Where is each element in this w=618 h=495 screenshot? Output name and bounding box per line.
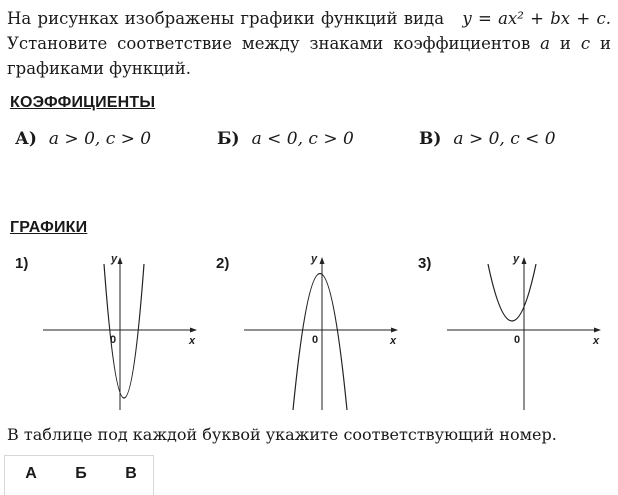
coefficient-c	[419, 127, 556, 151]
task-text-end: и графиками функций.	[7, 34, 612, 78]
coefficient-expr: a > 0, c < 0	[453, 129, 556, 149]
origin-label: 0	[312, 334, 319, 346]
coefficients-title: КОЭФФИЦИЕНТЫ	[10, 94, 156, 111]
x-axis-label: x	[593, 335, 600, 347]
x-axis-label: x	[189, 335, 196, 347]
answer-header-a: А	[25, 465, 37, 482]
coefficient-a	[15, 127, 151, 151]
x-axis-arrow	[391, 328, 398, 333]
task-var-c: c	[580, 34, 591, 53]
origin-label: 0	[514, 334, 521, 346]
graph-3	[444, 252, 604, 412]
coefficient-letter: А)	[15, 129, 37, 149]
graph-2-label: 2)	[216, 255, 230, 272]
answer-header-c: В	[125, 465, 137, 482]
origin-label: 0	[110, 334, 117, 346]
task-text-before-a: Установите соответствие между знаками коэффициентов	[7, 34, 531, 53]
task-formula: y = ax² + bx + c.	[462, 9, 611, 28]
y-axis-arrow	[118, 257, 123, 264]
y-axis-arrow	[320, 257, 325, 264]
y-axis-arrow	[522, 257, 527, 264]
parabola-curve	[293, 274, 347, 411]
parabola-curve	[488, 264, 536, 321]
graph-3-label: 3)	[418, 255, 432, 272]
y-axis-label: y	[513, 253, 520, 265]
answer-header-b: Б	[75, 465, 87, 482]
x-axis-arrow	[190, 328, 197, 333]
parabola-curve	[104, 264, 144, 398]
y-axis-label: y	[311, 253, 318, 265]
y-axis-label: y	[111, 253, 118, 265]
answer-table	[4, 455, 154, 495]
coefficient-expr: a < 0, c > 0	[251, 129, 354, 149]
coefficient-letter: В)	[419, 129, 442, 149]
graph-2	[241, 252, 401, 412]
coefficient-letter: Б)	[217, 129, 240, 149]
graph-1	[40, 252, 200, 412]
graphs-title: ГРАФИКИ	[10, 219, 88, 236]
task-statement	[7, 6, 611, 81]
instruction-text: В таблице под каждой буквой укажите соответствующий номер.	[7, 425, 557, 444]
x-axis-label: x	[390, 335, 397, 347]
coefficient-expr: a > 0, c > 0	[48, 129, 152, 149]
task-conj: и	[559, 34, 571, 53]
graph-1-label: 1)	[15, 255, 29, 272]
task-var-a: a	[540, 34, 550, 53]
x-axis-arrow	[594, 328, 601, 333]
coefficient-b	[217, 127, 354, 151]
task-intro: На рисунках изображены графики функций вида	[7, 9, 445, 28]
